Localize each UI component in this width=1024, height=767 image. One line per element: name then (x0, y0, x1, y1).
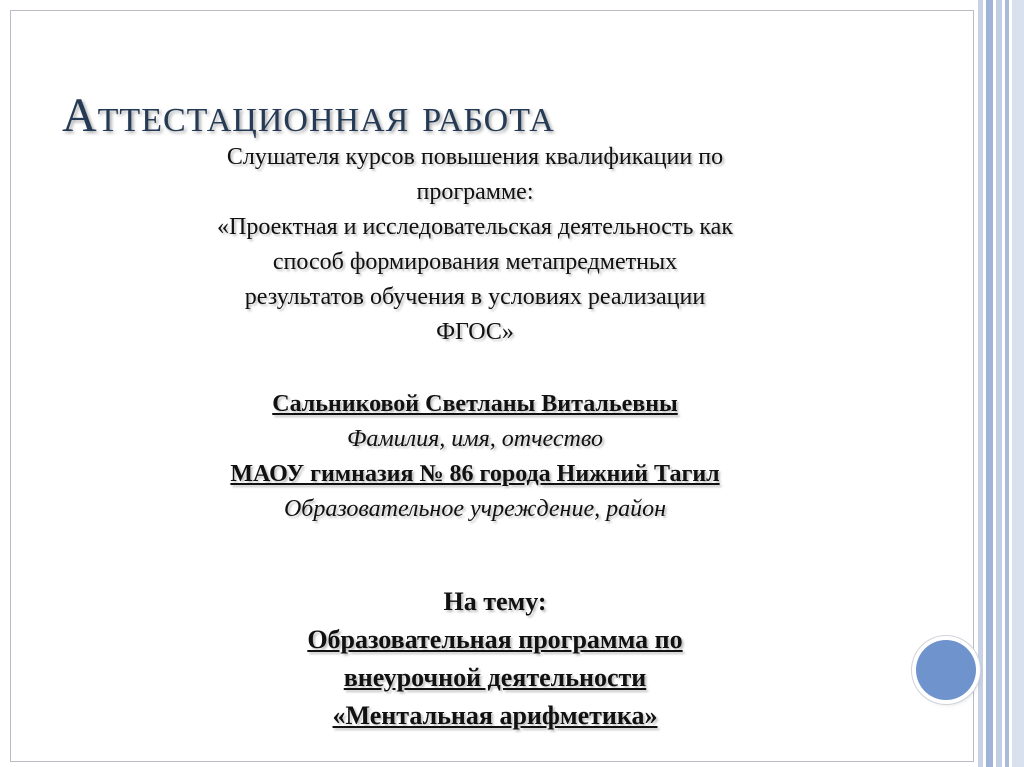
student-name: Сальниковой Светланы Витальевны (272, 391, 678, 417)
decor-stripe (986, 0, 993, 767)
course-description (140, 140, 810, 350)
decor-stripe (1012, 0, 1024, 767)
course-line: Слушателя курсов повышения квалификации по (226, 144, 724, 170)
institution-caption: Образовательное учреждение, район (283, 496, 667, 522)
slide-body (140, 140, 810, 527)
decor-stripe (1005, 0, 1009, 767)
topic-label: На тему: (443, 587, 547, 616)
decor-circle (916, 640, 976, 700)
decor-stripe (996, 0, 1002, 767)
topic-line: «Ментальная арифметика» (332, 701, 658, 730)
topic-line: внеурочной деятельности (343, 663, 647, 692)
student-name-caption: Фамилия, имя, отчество (347, 426, 603, 452)
institution-name: МАОУ гимназия № 86 города Нижний Тагил (230, 461, 720, 487)
course-line: способ формирования метапредметных (272, 249, 678, 275)
course-line: «Проектная и исследовательская деятельность как (216, 214, 733, 240)
topic-line: Образовательная программа по (307, 625, 683, 654)
topic-block (175, 583, 815, 735)
course-line: ФГОС» (436, 319, 514, 345)
slide-title: Аттестационная работа (62, 89, 555, 142)
course-line: программе: (416, 179, 534, 205)
decor-stripe (978, 0, 983, 767)
course-line: результатов обучения в условиях реализации (244, 284, 706, 310)
